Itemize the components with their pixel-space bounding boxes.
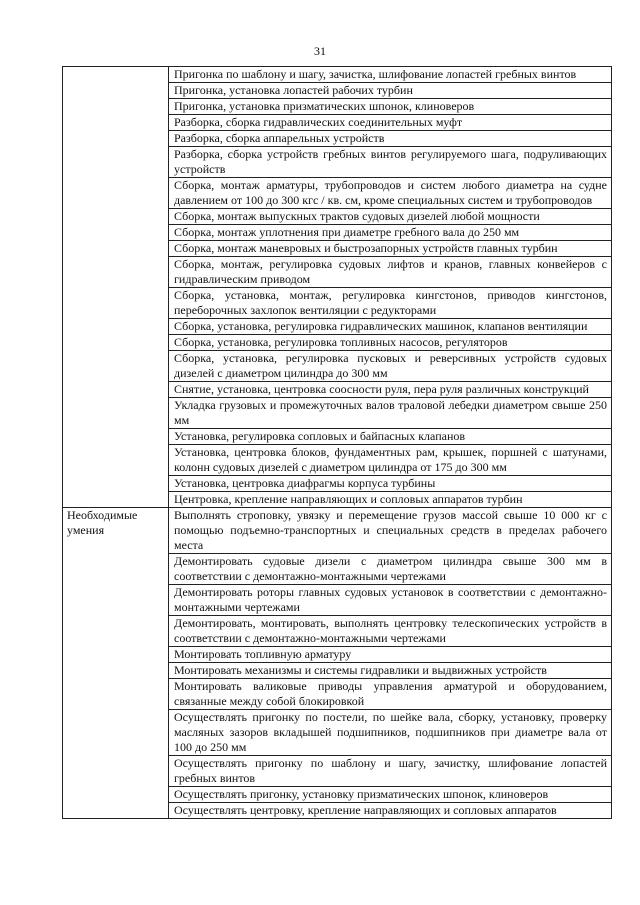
table-cell-item: Пригонка, установка призматических шпонок, клиноверов bbox=[169, 99, 612, 115]
table-cell-item: Монтировать валиковые приводы управления арматурой и оборудованием, связанные между собой блокировкой bbox=[169, 679, 612, 710]
table-cell-item: Монтировать топливную арматуру bbox=[169, 647, 612, 663]
table-row bbox=[63, 67, 612, 83]
table-cell-item: Сборка, монтаж, регулировка судовых лифтов и кранов, главных конвейеров с гидравлическим приводом bbox=[169, 257, 612, 288]
table-cell-item: Демонтировать роторы главных судовых установок в соответствии с демонтажно-монтажными чертежами bbox=[169, 585, 612, 616]
table-cell-item: Сборка, установка, регулировка пусковых и реверсивных устройств судовых дизелей с диаметром цилиндра до 300 мм bbox=[169, 351, 612, 382]
table-cell-item: Пригонка по шаблону и шагу, зачистка, шлифование лопастей гребных винтов bbox=[169, 67, 612, 83]
table-cell-item: Установка, регулировка сопловых и байпасных клапанов bbox=[169, 429, 612, 445]
table-cell-item: Сборка, монтаж арматуры, трубопроводов и систем любого диаметра на судне давлением от 100 до 300 кгс / кв. см, кроме специальных систем и трубопроводов bbox=[169, 178, 612, 209]
table-cell-item: Центровка, крепление направляющих и сопловых аппаратов турбин bbox=[169, 492, 612, 508]
table-cell-item: Выполнять строповку, увязку и перемещение грузов массой свыше 10 000 кг с помощью подъемно-транспортных и специальных средств в пределах рабочего места bbox=[169, 508, 612, 554]
table-cell-item: Осуществлять пригонку, установку призматических шпонок, клиноверов bbox=[169, 787, 612, 803]
table-cell-item: Сборка, установка, регулировка топливных насосов, регуляторов bbox=[169, 335, 612, 351]
table-cell-item: Демонтировать судовые дизели с диаметром цилиндра свыше 300 мм в соответствии с демонтажно-монтажными чертежами bbox=[169, 554, 612, 585]
table-cell-item: Установка, центровка диафрагмы корпуса турбины bbox=[169, 476, 612, 492]
section-label bbox=[63, 67, 169, 508]
requirements-table-body bbox=[63, 67, 612, 819]
table-cell-item: Разборка, сборка устройств гребных винтов регулируемого шага, подруливающих устройств bbox=[169, 147, 612, 178]
table-cell-item: Укладка грузовых и промежуточных валов траловой лебедки диаметром свыше 250 мм bbox=[169, 398, 612, 429]
table-cell-item: Установка, центровка блоков, фундаментных рам, крышек, поршней с шатунами, колонн судовых дизелей с диаметром цилиндра от 175 до 300 мм bbox=[169, 445, 612, 476]
table-cell-item: Разборка, сборка аппарельных устройств bbox=[169, 131, 612, 147]
page-number: 31 bbox=[314, 44, 326, 58]
table-cell-item: Сборка, установка, регулировка гидравлических машинок, клапанов вентиляции bbox=[169, 319, 612, 335]
section-label: Необходимые умения bbox=[63, 508, 169, 819]
table-cell-item: Осуществлять пригонку по постели, по шейке вала, сборку, установку, проверку масляных зазоров вкладышей подшипников, подшипников при диаметре вала от 100 до 250 мм bbox=[169, 710, 612, 756]
table-cell-item: Монтировать механизмы и системы гидравлики и выдвижных устройств bbox=[169, 663, 612, 679]
table-cell-item: Разборка, сборка гидравлических соединительных муфт bbox=[169, 115, 612, 131]
table-cell-item: Снятие, установка, центровка соосности руля, пера руля различных конструкций bbox=[169, 382, 612, 398]
table-cell-item: Сборка, монтаж уплотнения при диаметре гребного вала до 250 мм bbox=[169, 225, 612, 241]
table-cell-item: Сборка, установка, монтаж, регулировка кингстонов, приводов кингстонов, переборочных захлопок вентиляции с редукторами bbox=[169, 288, 612, 319]
table-row bbox=[63, 508, 612, 554]
table-cell-item: Демонтировать, монтировать, выполнять центровку телескопических устройств в соответствии с демонтажно-монтажными чертежами bbox=[169, 616, 612, 647]
table-cell-item: Сборка, монтаж маневровых и быстрозапорных устройств главных турбин bbox=[169, 241, 612, 257]
table-cell-item: Сборка, монтаж выпускных трактов судовых дизелей любой мощности bbox=[169, 209, 612, 225]
table-cell-item: Осуществлять пригонку по шаблону и шагу, зачистку, шлифование лопастей гребных винтов bbox=[169, 756, 612, 787]
table-cell-item: Осуществлять центровку, крепление направляющих и сопловых аппаратов bbox=[169, 803, 612, 819]
table-cell-item: Пригонка, установка лопастей рабочих турбин bbox=[169, 83, 612, 99]
requirements-table bbox=[62, 66, 612, 819]
